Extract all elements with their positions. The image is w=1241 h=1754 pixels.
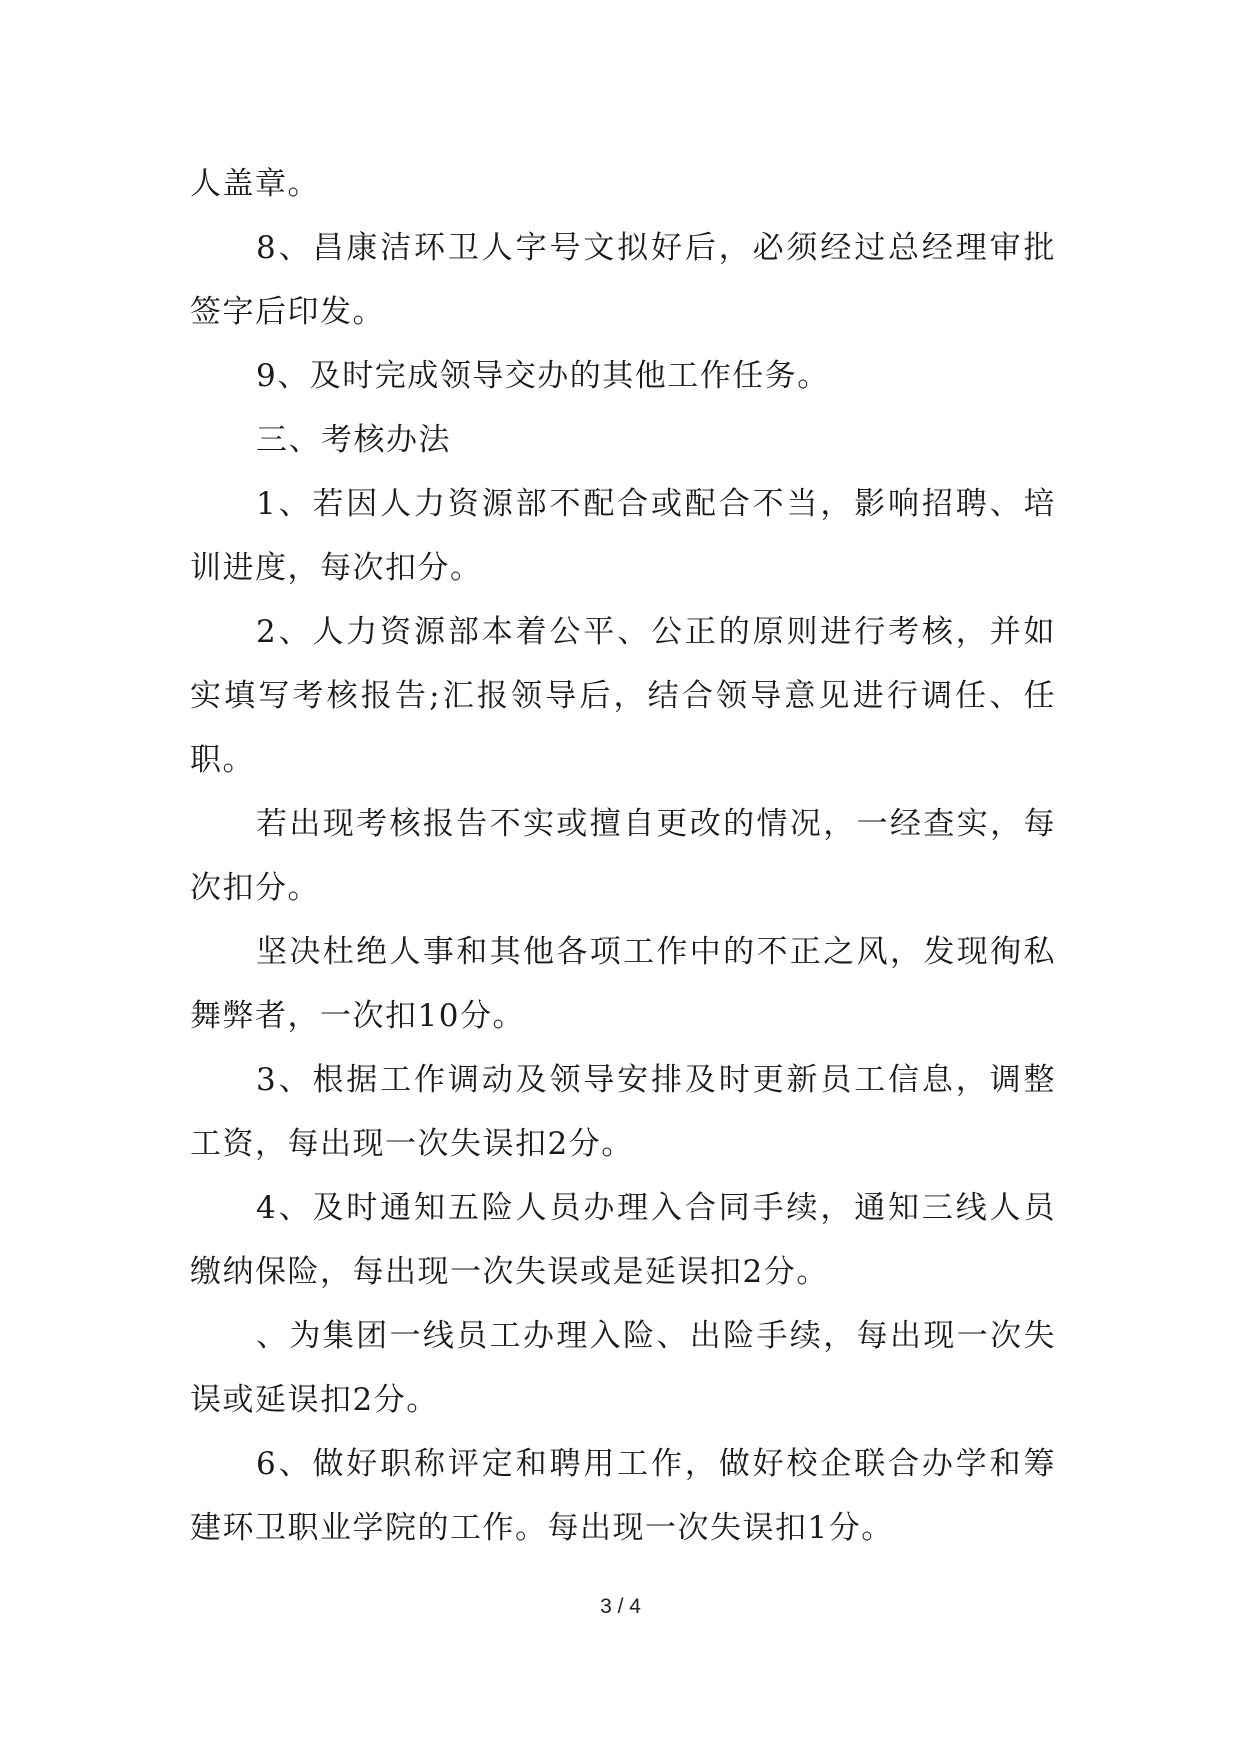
paragraph: 、为集团一线员工办理入险、出险手续，每出现一次失误或延误扣2分。 [190, 1318, 1056, 1418]
paragraph: 8、昌康洁环卫人字号文拟好后，必须经过总经理审批签字后印发。 [190, 230, 1056, 330]
paragraph: 3、根据工作调动及领导安排及时更新员工信息，调整工资，每出现一次失误扣2分。 [190, 1062, 1056, 1162]
section-heading: 三、考核办法 [256, 422, 451, 458]
paragraph: 人盖章。 [190, 166, 320, 202]
paragraph: 6、做好职称评定和聘用工作，做好校企联合办学和筹建环卫职业学院的工作。每出现一次失误扣1分。 [190, 1446, 1056, 1546]
page-number: 3 / 4 [600, 1595, 641, 1618]
paragraph: 若出现考核报告不实或擅自更改的情况，一经查实，每次扣分。 [190, 806, 1056, 906]
paragraph: 4、及时通知五险人员办理入合同手续，通知三线人员缴纳保险，每出现一次失误或是延误扣2分。 [190, 1190, 1056, 1290]
paragraph: 2、人力资源部本着公平、公正的原则进行考核，并如实填写考核报告;汇报领导后，结合领导意见进行调任、任职。 [190, 614, 1056, 778]
paragraph: 坚决杜绝人事和其他各项工作中的不正之风，发现徇私舞弊者，一次扣10分。 [190, 934, 1056, 1034]
paragraph: 9、及时完成领导交办的其他工作任务。 [256, 358, 830, 394]
document-body [190, 152, 1056, 1560]
paragraph: 1、若因人力资源部不配合或配合不当，影响招聘、培训进度，每次扣分。 [190, 486, 1056, 586]
